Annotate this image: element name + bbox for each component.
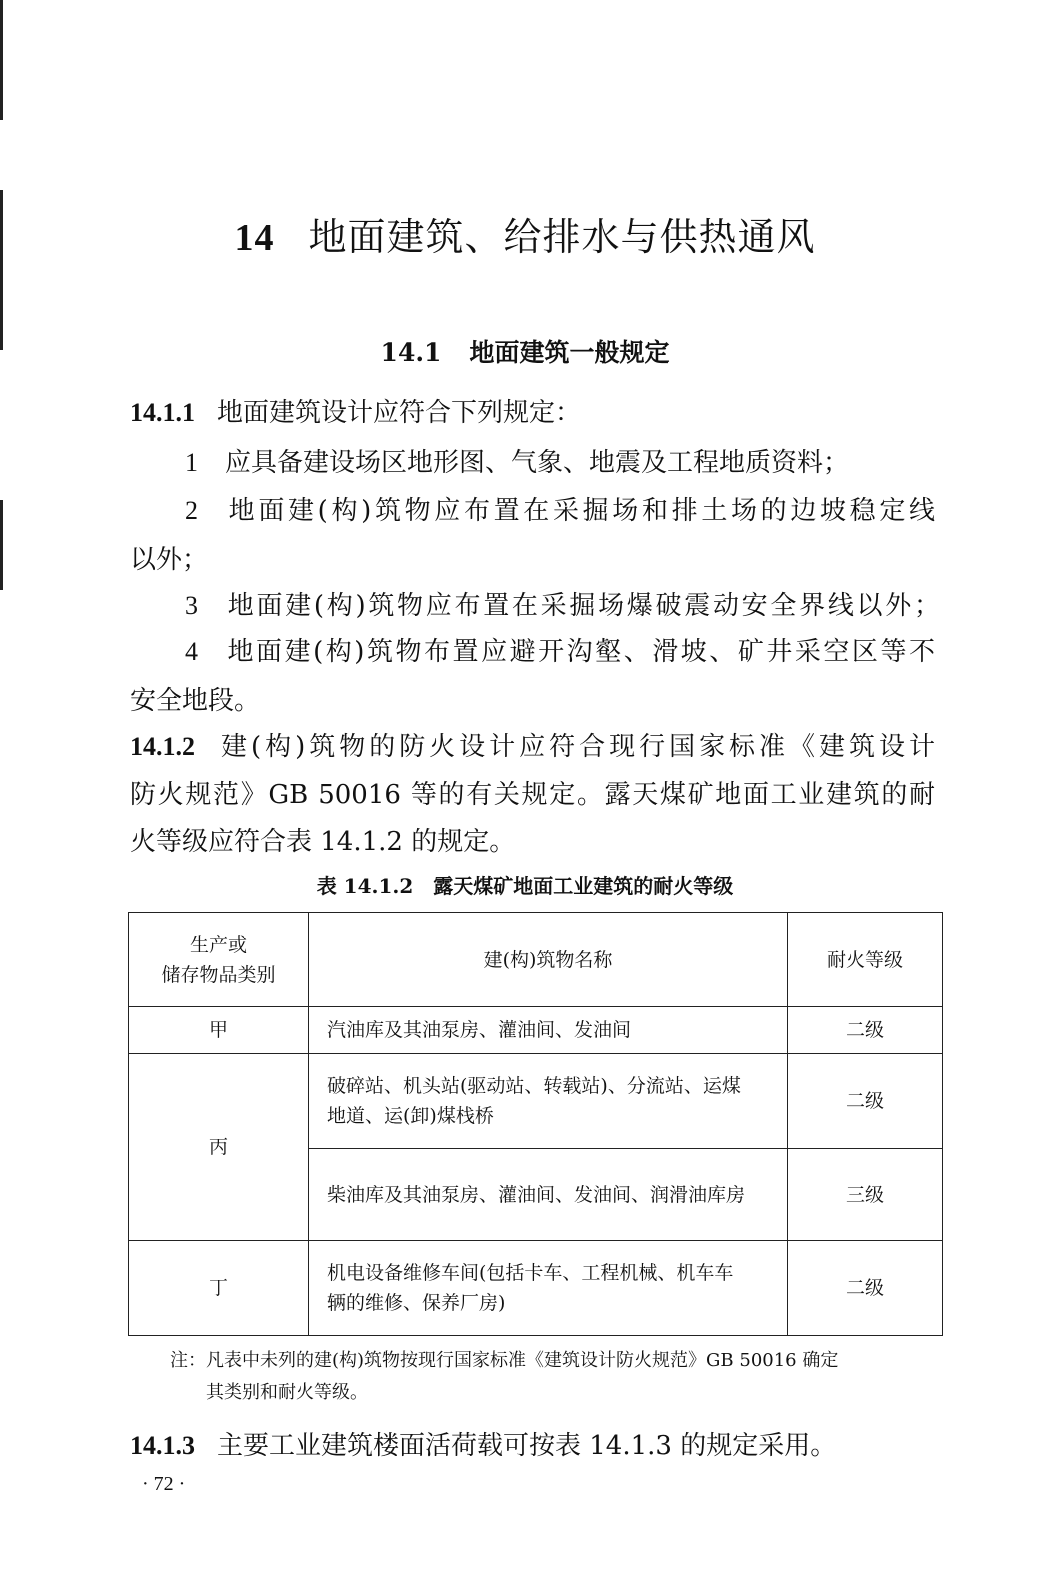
- page-number: · 72 ·: [142, 1473, 186, 1495]
- note-line: 其类别和耐火等级。: [206, 1382, 368, 1403]
- cell-level: 二级: [788, 1054, 943, 1149]
- cell-level: 三级: [788, 1149, 943, 1241]
- clause-14-1-3: [130, 1421, 950, 1471]
- header-name: 建(构)筑物名称: [309, 913, 788, 1007]
- clause-14-1-1: [130, 388, 950, 438]
- table-caption: [0, 870, 1050, 899]
- table-row: [129, 1241, 943, 1336]
- cell-name: 机电设备维修车间(包括卡车、工程机械、机车车 辆的维修、保养厂房): [309, 1241, 788, 1336]
- list-item: 4 地面建(构)筑物布置应避开沟壑、滑坡、矿井采空区等不: [185, 637, 935, 667]
- clause-text-line: 火等级应符合表 14.1.2 的规定。: [130, 827, 516, 857]
- chapter-title-text: 地面建筑、给排水与供热通风: [308, 215, 816, 259]
- section-title: [0, 333, 1050, 369]
- clause-text: 主要工业建筑楼面活荷载可按表 14.1.3 的规定采用。: [217, 1431, 837, 1461]
- clause-number: 14.1.1: [130, 398, 195, 427]
- clause-text-line: 防火规范》GB 50016 等的有关规定。露天煤矿地面工业建筑的耐: [130, 780, 935, 810]
- table-row: [129, 1054, 943, 1149]
- scan-edge-mark: [0, 500, 3, 590]
- cell-category: 甲: [129, 1007, 309, 1054]
- clause-number: 14.1.2: [130, 732, 195, 761]
- scan-edge-mark: [0, 0, 3, 120]
- cell-name: 汽油库及其油泵房、灌油间、发油间: [309, 1007, 788, 1054]
- section-number: 14.1: [380, 338, 442, 367]
- table-header-row: [129, 913, 943, 1007]
- cell-level: 二级: [788, 1241, 943, 1336]
- note-line: 注：凡表中未列的建(构)筑物按现行国家标准《建筑设计防火规范》GB 50016 确定: [170, 1350, 839, 1371]
- header-level: 耐火等级: [788, 913, 943, 1007]
- table-row: [129, 1007, 943, 1054]
- section-title-text: 地面建筑一般规定: [469, 338, 670, 367]
- fire-rating-table: [128, 912, 943, 1336]
- cell-name: 破碎站、机头站(驱动站、转载站)、分流站、运煤 地道、运(卸)煤栈桥: [309, 1054, 788, 1149]
- list-item: 3 地面建(构)筑物应布置在采掘场爆破震动安全界线以外；: [185, 591, 940, 621]
- clause-14-1-2: 14.1.2 建(构)筑物的防火设计应符合现行国家标准《建筑设计: [130, 732, 935, 762]
- clause-number: 14.1.3: [130, 1431, 195, 1460]
- table-title: 露天煤矿地面工业建筑的耐火等级: [433, 874, 734, 898]
- list-item-continuation: 以外；: [130, 545, 209, 575]
- cell-level: 二级: [788, 1007, 943, 1054]
- table-note: [170, 1345, 940, 1409]
- list-item: 1 应具备建设场区地形图、气象、地震及工程地质资料；: [185, 448, 850, 478]
- list-item: 2 地面建(构)筑物应布置在采掘场和排土场的边坡稳定线: [185, 496, 935, 526]
- chapter-title: [0, 206, 1050, 261]
- header-category: 生产或 储存物品类别: [129, 913, 309, 1007]
- chapter-number: 14: [234, 217, 275, 259]
- clause-text: 地面建筑设计应符合下列规定：: [217, 398, 582, 428]
- cell-category: 丙: [129, 1054, 309, 1241]
- list-item-continuation: 安全地段。: [130, 686, 261, 716]
- cell-category: 丁: [129, 1241, 309, 1336]
- cell-name: 柴油库及其油泵房、灌油间、发油间、润滑油库房: [309, 1149, 788, 1241]
- table-number: 表 14.1.2: [316, 874, 414, 898]
